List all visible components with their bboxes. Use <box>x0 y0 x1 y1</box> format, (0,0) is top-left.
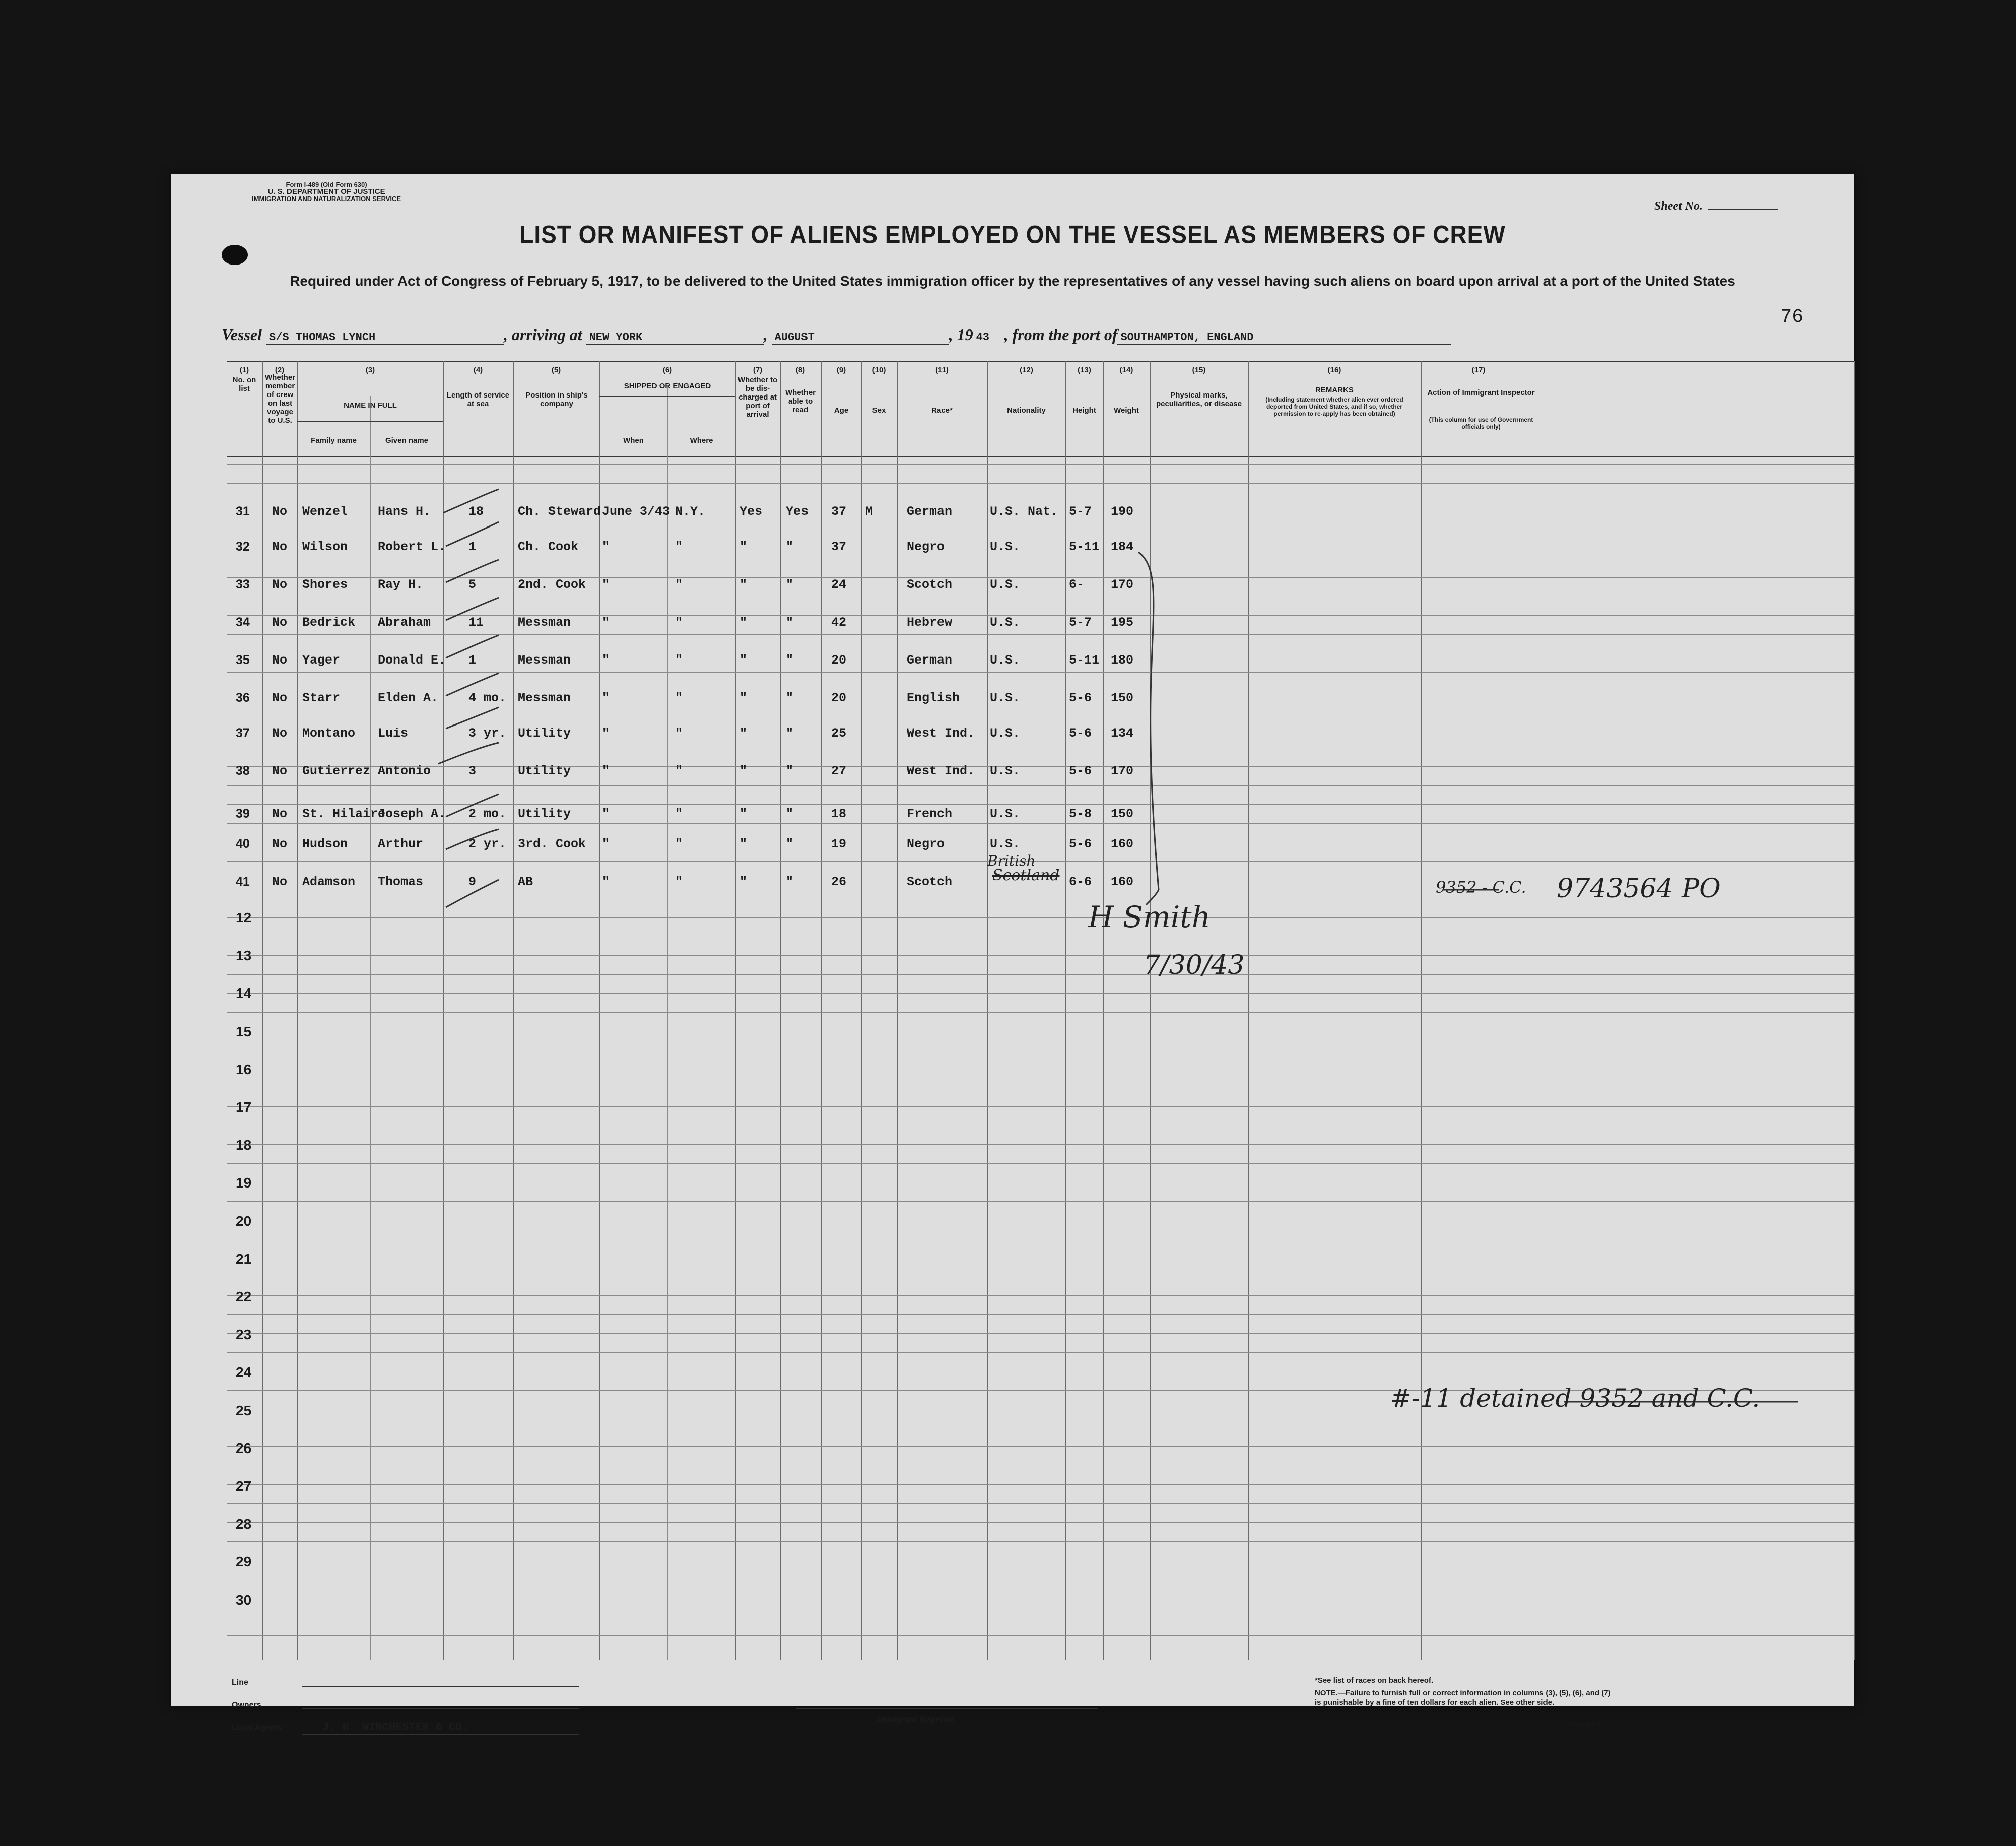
header-action: Action of Immigrant Inspector <box>1427 388 1535 397</box>
race-cell: French <box>907 807 953 821</box>
header-physical-marks: Physical marks, peculiarities, or disease <box>1156 391 1242 408</box>
service-length-cell: 3 yr. <box>468 726 507 741</box>
able-to-read-cell: " <box>786 807 794 821</box>
service-length-cell: 5 <box>468 577 477 592</box>
column-number: (13) <box>1078 366 1091 374</box>
age-cell: 18 <box>831 807 847 821</box>
column-number: (6) <box>662 366 673 374</box>
able-to-read-cell: " <box>786 615 794 630</box>
discharged-cell: " <box>740 726 748 741</box>
weight-cell: 134 <box>1111 726 1134 741</box>
header-length-of-service: Length of service at sea <box>446 391 510 408</box>
header-when: When <box>623 436 644 445</box>
page-number: 76 <box>1780 306 1803 328</box>
column-number: (15) <box>1192 366 1206 374</box>
nationality-cell: U.S. <box>990 691 1021 705</box>
family-name-cell: Montano <box>302 726 356 741</box>
empty-row-number: 18 <box>236 1137 252 1153</box>
prior-voyage-cell: No <box>272 577 288 592</box>
sex-cell: M <box>865 504 873 519</box>
position-cell: Messman <box>518 653 571 668</box>
nationality-cell: U.S. <box>990 807 1021 821</box>
position-cell: Ch. Cook <box>518 540 579 554</box>
race-cell: Hebrew <box>907 615 953 630</box>
struck-nationality: Scotland <box>992 867 1060 884</box>
header-able-to-read: Whether able to read <box>785 388 816 414</box>
prior-voyage-cell: No <box>272 540 288 554</box>
prior-voyage-cell: No <box>272 691 288 705</box>
discharged-cell: " <box>740 540 748 554</box>
column-number: (4) <box>473 366 483 374</box>
shipped-when-cell: " <box>602 577 610 592</box>
age-cell: 19 <box>831 837 847 851</box>
shipped-where-cell: " <box>675 807 683 821</box>
column-number: (8) <box>795 366 805 374</box>
given-name-cell: Abraham <box>378 615 431 630</box>
prior-voyage-cell: No <box>272 653 288 668</box>
weight-cell: 160 <box>1111 837 1134 851</box>
service-check-marks <box>438 489 499 907</box>
header-position: Position in ship's company <box>525 391 588 408</box>
column-number: (10) <box>872 366 886 374</box>
row-number: 33 <box>236 577 250 591</box>
header-prior-voyage: Whether member of crew on last voyage to U.S. <box>265 373 295 425</box>
able-to-read-cell: " <box>786 577 794 592</box>
given-name-cell: Thomas <box>378 875 424 889</box>
shipped-where-cell: " <box>675 875 683 889</box>
header-remarks: REMARKS <box>1315 386 1354 394</box>
weight-cell: 180 <box>1111 653 1134 668</box>
nationality-cell: U.S. <box>990 764 1021 778</box>
race-cell: English <box>907 691 960 705</box>
race-cell: Negro <box>907 540 945 554</box>
family-name-cell: Hudson <box>302 837 348 851</box>
height-cell: 5-7 <box>1069 504 1092 519</box>
manifest-sheet <box>171 174 1854 1734</box>
weight-cell: 160 <box>1111 875 1134 889</box>
empty-row-number: 19 <box>236 1175 252 1191</box>
age-cell: 27 <box>831 764 847 778</box>
inspector-signature: H Smith <box>1088 900 1211 934</box>
prior-voyage-cell: No <box>272 615 288 630</box>
service-length-cell: 11 <box>468 615 484 630</box>
empty-row-number: 12 <box>236 910 252 926</box>
weight-cell: 190 <box>1111 504 1134 519</box>
header-sex: Sex <box>872 406 886 415</box>
service-length-cell: 2 yr. <box>468 837 507 851</box>
race-cell: West Ind. <box>907 764 975 778</box>
header-age: Age <box>834 406 849 415</box>
handwriting-layer <box>171 174 1854 1706</box>
position-cell: AB <box>518 875 533 889</box>
shipped-when-cell: " <box>602 691 610 705</box>
service-length-cell: 1 <box>468 653 477 668</box>
able-to-read-cell: " <box>786 653 794 668</box>
shipped-where-cell: N.Y. <box>675 504 706 519</box>
empty-row-number: 26 <box>236 1440 252 1456</box>
prior-voyage-cell: No <box>272 807 288 821</box>
header-weight: Weight <box>1114 406 1139 415</box>
height-cell: 5-6 <box>1069 837 1092 851</box>
height-cell: 5-8 <box>1069 807 1092 821</box>
age-cell: 26 <box>831 875 847 889</box>
given-name-cell: Luis <box>378 726 409 741</box>
arrival-port: NEW YORK <box>586 331 764 345</box>
family-name-cell: Yager <box>302 653 341 668</box>
discharged-cell: " <box>740 807 748 821</box>
header-shipped-engaged: SHIPPED OR ENGAGED <box>624 382 711 390</box>
empty-row-number: 17 <box>236 1099 252 1115</box>
given-name-cell: Robert L. <box>378 540 446 554</box>
position-cell: Messman <box>518 615 571 630</box>
discharged-cell: Yes <box>740 504 763 519</box>
page-subtitle: Required under Act of Congress of February 5, 1917, to be delivered to the United States immigration officer by the representatives of any vessel having such aliens on board upon arrival at a port of the United States <box>290 273 1735 289</box>
age-cell: 37 <box>831 504 847 519</box>
position-cell: Utility <box>518 726 571 741</box>
height-cell: 5-11 <box>1069 653 1100 668</box>
able-to-read-cell: " <box>786 764 794 778</box>
arrival-month: AUGUST <box>772 331 949 345</box>
family-name-cell: Shores <box>302 577 348 592</box>
race-cell: German <box>907 504 953 519</box>
empty-row-number: 15 <box>236 1024 252 1039</box>
empty-row-number: 27 <box>236 1478 252 1494</box>
column-number: (9) <box>836 366 846 374</box>
vessel-label: Vessel <box>222 325 262 344</box>
column-number: (7) <box>753 366 763 374</box>
service-length-cell: 4 mo. <box>468 691 507 705</box>
nationality-cell: U.S. <box>990 837 1021 851</box>
able-to-read-cell: " <box>786 540 794 554</box>
weight-cell: 170 <box>1111 764 1134 778</box>
nationality-correction: British <box>987 852 1036 869</box>
header-discharged: Whether to be dis-charged at port of arrival <box>737 376 778 419</box>
local-agents: J. H. WINCHESTER & CO. <box>322 1721 469 1734</box>
row-number: 39 <box>236 807 250 821</box>
voyage-line: Vessel S/S THOMAS LYNCH , arriving at NEW YORK , AUGUST , 19 43 , from the port of SOUTHAMPTON, ENGLAND <box>222 325 1834 345</box>
shipped-where-cell: " <box>675 726 683 741</box>
prior-voyage-cell: No <box>272 837 288 851</box>
empty-row-number: 25 <box>236 1403 252 1418</box>
empty-row-number: 29 <box>236 1554 252 1569</box>
header-remarks-note: (Including statement whether alien ever ordered deported from United States, and if so, whether permission to re-apply has been obtained) <box>1265 396 1403 417</box>
height-cell: 5-11 <box>1069 540 1100 554</box>
service-name: IMMIGRATION AND NATURALIZATION SERVICE <box>252 195 401 203</box>
page-title: LIST OR MANIFEST OF ALIENS EMPLOYED ON THE VESSEL AS MEMBERS OF CREW <box>519 220 1506 249</box>
family-name-cell: Adamson <box>302 875 356 889</box>
able-to-read-cell: " <box>786 837 794 851</box>
from-label: , from the port of <box>1004 325 1118 344</box>
age-cell: 24 <box>831 577 847 592</box>
position-cell: Messman <box>518 691 571 705</box>
row-number: 36 <box>236 691 250 705</box>
row-number: 38 <box>236 764 250 778</box>
arrival-year: 43 <box>976 331 989 344</box>
empty-row-number: 22 <box>236 1289 252 1304</box>
family-name-cell: Gutierrez <box>302 764 371 778</box>
height-cell: 5-6 <box>1069 764 1092 778</box>
given-name-cell: Hans H. <box>378 504 431 519</box>
given-name-cell: Donald E. <box>378 653 446 668</box>
header-race: Race* <box>931 406 953 415</box>
prior-voyage-cell: No <box>272 875 288 889</box>
service-length-cell: 9 <box>468 875 477 889</box>
shipped-when-cell: " <box>602 837 610 851</box>
position-cell: Utility <box>518 764 571 778</box>
shipped-where-cell: " <box>675 540 683 554</box>
sheet-label: Sheet No. <box>1654 200 1703 213</box>
family-name-cell: Wenzel <box>302 504 348 519</box>
nationality-cell: U.S. <box>990 653 1021 668</box>
discharged-cell: " <box>740 577 748 592</box>
shipped-where-cell: " <box>675 577 683 592</box>
shipped-when-cell: " <box>602 875 610 889</box>
race-cell: Scotch <box>907 577 953 592</box>
signature-date: 7/30/43 <box>1144 950 1245 980</box>
discharged-cell: " <box>740 764 748 778</box>
empty-row-number: 30 <box>236 1592 252 1608</box>
empty-row-number: 16 <box>236 1062 252 1077</box>
height-cell: 5-6 <box>1069 691 1092 705</box>
nationality-cell: U.S. <box>990 615 1021 630</box>
service-length-cell: 3 <box>468 764 477 778</box>
race-note: *See list of races on back hereof. <box>1315 1676 1434 1685</box>
height-cell: 6-6 <box>1069 875 1092 889</box>
service-length-cell: 2 mo. <box>468 807 507 821</box>
column-number: (12) <box>1020 366 1033 374</box>
row-number: 37 <box>236 726 250 740</box>
family-name-cell: Wilson <box>302 540 348 554</box>
prior-voyage-cell: No <box>272 726 288 741</box>
empty-row-number: 14 <box>236 985 252 1001</box>
given-name-cell: Ray H. <box>378 577 424 592</box>
empty-row-number: 23 <box>236 1327 252 1342</box>
nationality-cell: U.S. Nat. <box>990 504 1058 519</box>
remarks-number: 9743564 PO <box>1557 874 1721 904</box>
age-cell: 25 <box>831 726 847 741</box>
empty-row-number: 21 <box>236 1251 252 1267</box>
weight-cell: 184 <box>1111 540 1134 554</box>
header-nationality: Nationality <box>1007 406 1046 415</box>
row-number: 41 <box>236 875 250 889</box>
discharged-cell: " <box>740 691 748 705</box>
department-name: U. S. DEPARTMENT OF JUSTICE <box>267 187 385 196</box>
row-number: 40 <box>236 837 250 851</box>
race-cell: German <box>907 653 953 668</box>
discharged-cell: " <box>740 837 748 851</box>
able-to-read-cell: " <box>786 691 794 705</box>
able-to-read-cell: Yes <box>786 504 809 519</box>
shipped-when-cell: " <box>602 807 610 821</box>
shipped-when-cell: " <box>602 540 610 554</box>
header-family-name: Family name <box>311 436 357 445</box>
family-name-cell: St. Hilaire <box>302 807 386 821</box>
race-cell: Negro <box>907 837 945 851</box>
empty-row-number: 28 <box>236 1516 252 1532</box>
given-name-cell: Elden A. <box>378 691 439 705</box>
race-cell: West Ind. <box>907 726 975 741</box>
able-to-read-cell: " <box>786 726 794 741</box>
height-cell: 6- <box>1069 577 1085 592</box>
shipped-when-cell: " <box>602 653 610 668</box>
column-number: (2) <box>275 366 285 374</box>
header-action-note: (This column for use of Government officials only) <box>1429 416 1533 430</box>
owners-label: Owners <box>232 1701 261 1709</box>
shipped-when-cell: June 3/43 <box>602 504 670 519</box>
able-to-read-cell: " <box>786 875 794 889</box>
header-name-in-full: NAME IN FULL <box>344 401 397 410</box>
position-cell: Utility <box>518 807 571 821</box>
print-code: 10-15949 <box>1572 1722 1593 1728</box>
row-number: 31 <box>236 504 250 518</box>
column-number: (1) <box>239 366 249 374</box>
detained-note: #-11 detained 9352 and C.C. <box>1390 1383 1760 1413</box>
age-cell: 20 <box>831 653 847 668</box>
prior-voyage-cell: No <box>272 764 288 778</box>
age-cell: 42 <box>831 615 847 630</box>
position-cell: Ch. Steward <box>518 504 601 519</box>
arriving-label: , arriving at <box>504 325 582 344</box>
height-cell: 5-7 <box>1069 615 1092 630</box>
column-number: (5) <box>551 366 561 374</box>
shipped-where-cell: " <box>675 653 683 668</box>
age-cell: 20 <box>831 691 847 705</box>
header-where: Where <box>690 436 713 445</box>
height-cell: 5-6 <box>1069 726 1092 741</box>
year-prefix: , 19 <box>949 325 973 344</box>
row-number: 32 <box>236 540 250 554</box>
shipped-where-cell: " <box>675 691 683 705</box>
discharged-cell: " <box>740 615 748 630</box>
position-cell: 3rd. Cook <box>518 837 586 851</box>
nationality-cell: U.S. <box>990 577 1021 592</box>
weight-cell: 195 <box>1111 615 1134 630</box>
shipped-when-cell: " <box>602 615 610 630</box>
penalty-note: NOTE.—Failure to furnish full or correct information in columns (3), (5), (6), and (7) is punishable by a fine of ten dollars for each alien. See other side. <box>1315 1689 1611 1707</box>
column-number: (3) <box>365 366 375 374</box>
header-height: Height <box>1072 406 1096 415</box>
discharged-cell: " <box>740 875 748 889</box>
header-no-on-list: No. on list <box>232 376 256 393</box>
given-name-cell: Joseph A. <box>378 807 446 821</box>
weight-cell: 150 <box>1111 691 1134 705</box>
shipped-where-cell: " <box>675 837 683 851</box>
column-number: (16) <box>1327 366 1341 374</box>
given-name-cell: Antonio <box>378 764 431 778</box>
given-name-cell: Arthur <box>378 837 424 851</box>
empty-row-number: 13 <box>236 948 252 963</box>
row-number: 35 <box>236 653 250 667</box>
service-length-cell: 1 <box>468 540 477 554</box>
header-given-name: Given name <box>385 436 429 445</box>
family-name-cell: Bedrick <box>302 615 356 630</box>
nationality-cell: U.S. <box>990 726 1021 741</box>
age-cell: 37 <box>831 540 847 554</box>
column-number: (14) <box>1119 366 1133 374</box>
weight-cell: 150 <box>1111 807 1134 821</box>
sex-brace <box>1138 552 1159 905</box>
race-cell: Scotch <box>907 875 953 889</box>
service-length-cell: 18 <box>468 504 484 519</box>
shipped-where-cell: " <box>675 615 683 630</box>
line-label: Line <box>232 1678 248 1687</box>
empty-row-number: 24 <box>236 1364 252 1380</box>
inspector-label: Immigrant Inspector. <box>877 1713 957 1724</box>
family-name-cell: Starr <box>302 691 341 705</box>
row-number: 34 <box>236 615 250 629</box>
column-number: (17) <box>1471 366 1486 374</box>
vessel-name: S/S THOMAS LYNCH <box>266 331 504 345</box>
shipped-when-cell: " <box>602 764 610 778</box>
position-cell: 2nd. Cook <box>518 577 586 592</box>
shipped-when-cell: " <box>602 726 610 741</box>
remarks-struck-note: 9352 - C.C. <box>1436 878 1526 897</box>
agents-label: Local Agents <box>232 1724 282 1732</box>
empty-row-number: 20 <box>236 1213 252 1229</box>
nationality-cell: U.S. <box>990 540 1021 554</box>
form-number: Form I-489 (Old Form 630) <box>286 181 367 188</box>
prior-voyage-cell: No <box>272 504 288 519</box>
discharged-cell: " <box>740 653 748 668</box>
column-number: (11) <box>935 366 949 374</box>
weight-cell: 170 <box>1111 577 1134 592</box>
shipped-where-cell: " <box>675 764 683 778</box>
departure-port: SOUTHAMPTON, ENGLAND <box>1117 331 1451 345</box>
